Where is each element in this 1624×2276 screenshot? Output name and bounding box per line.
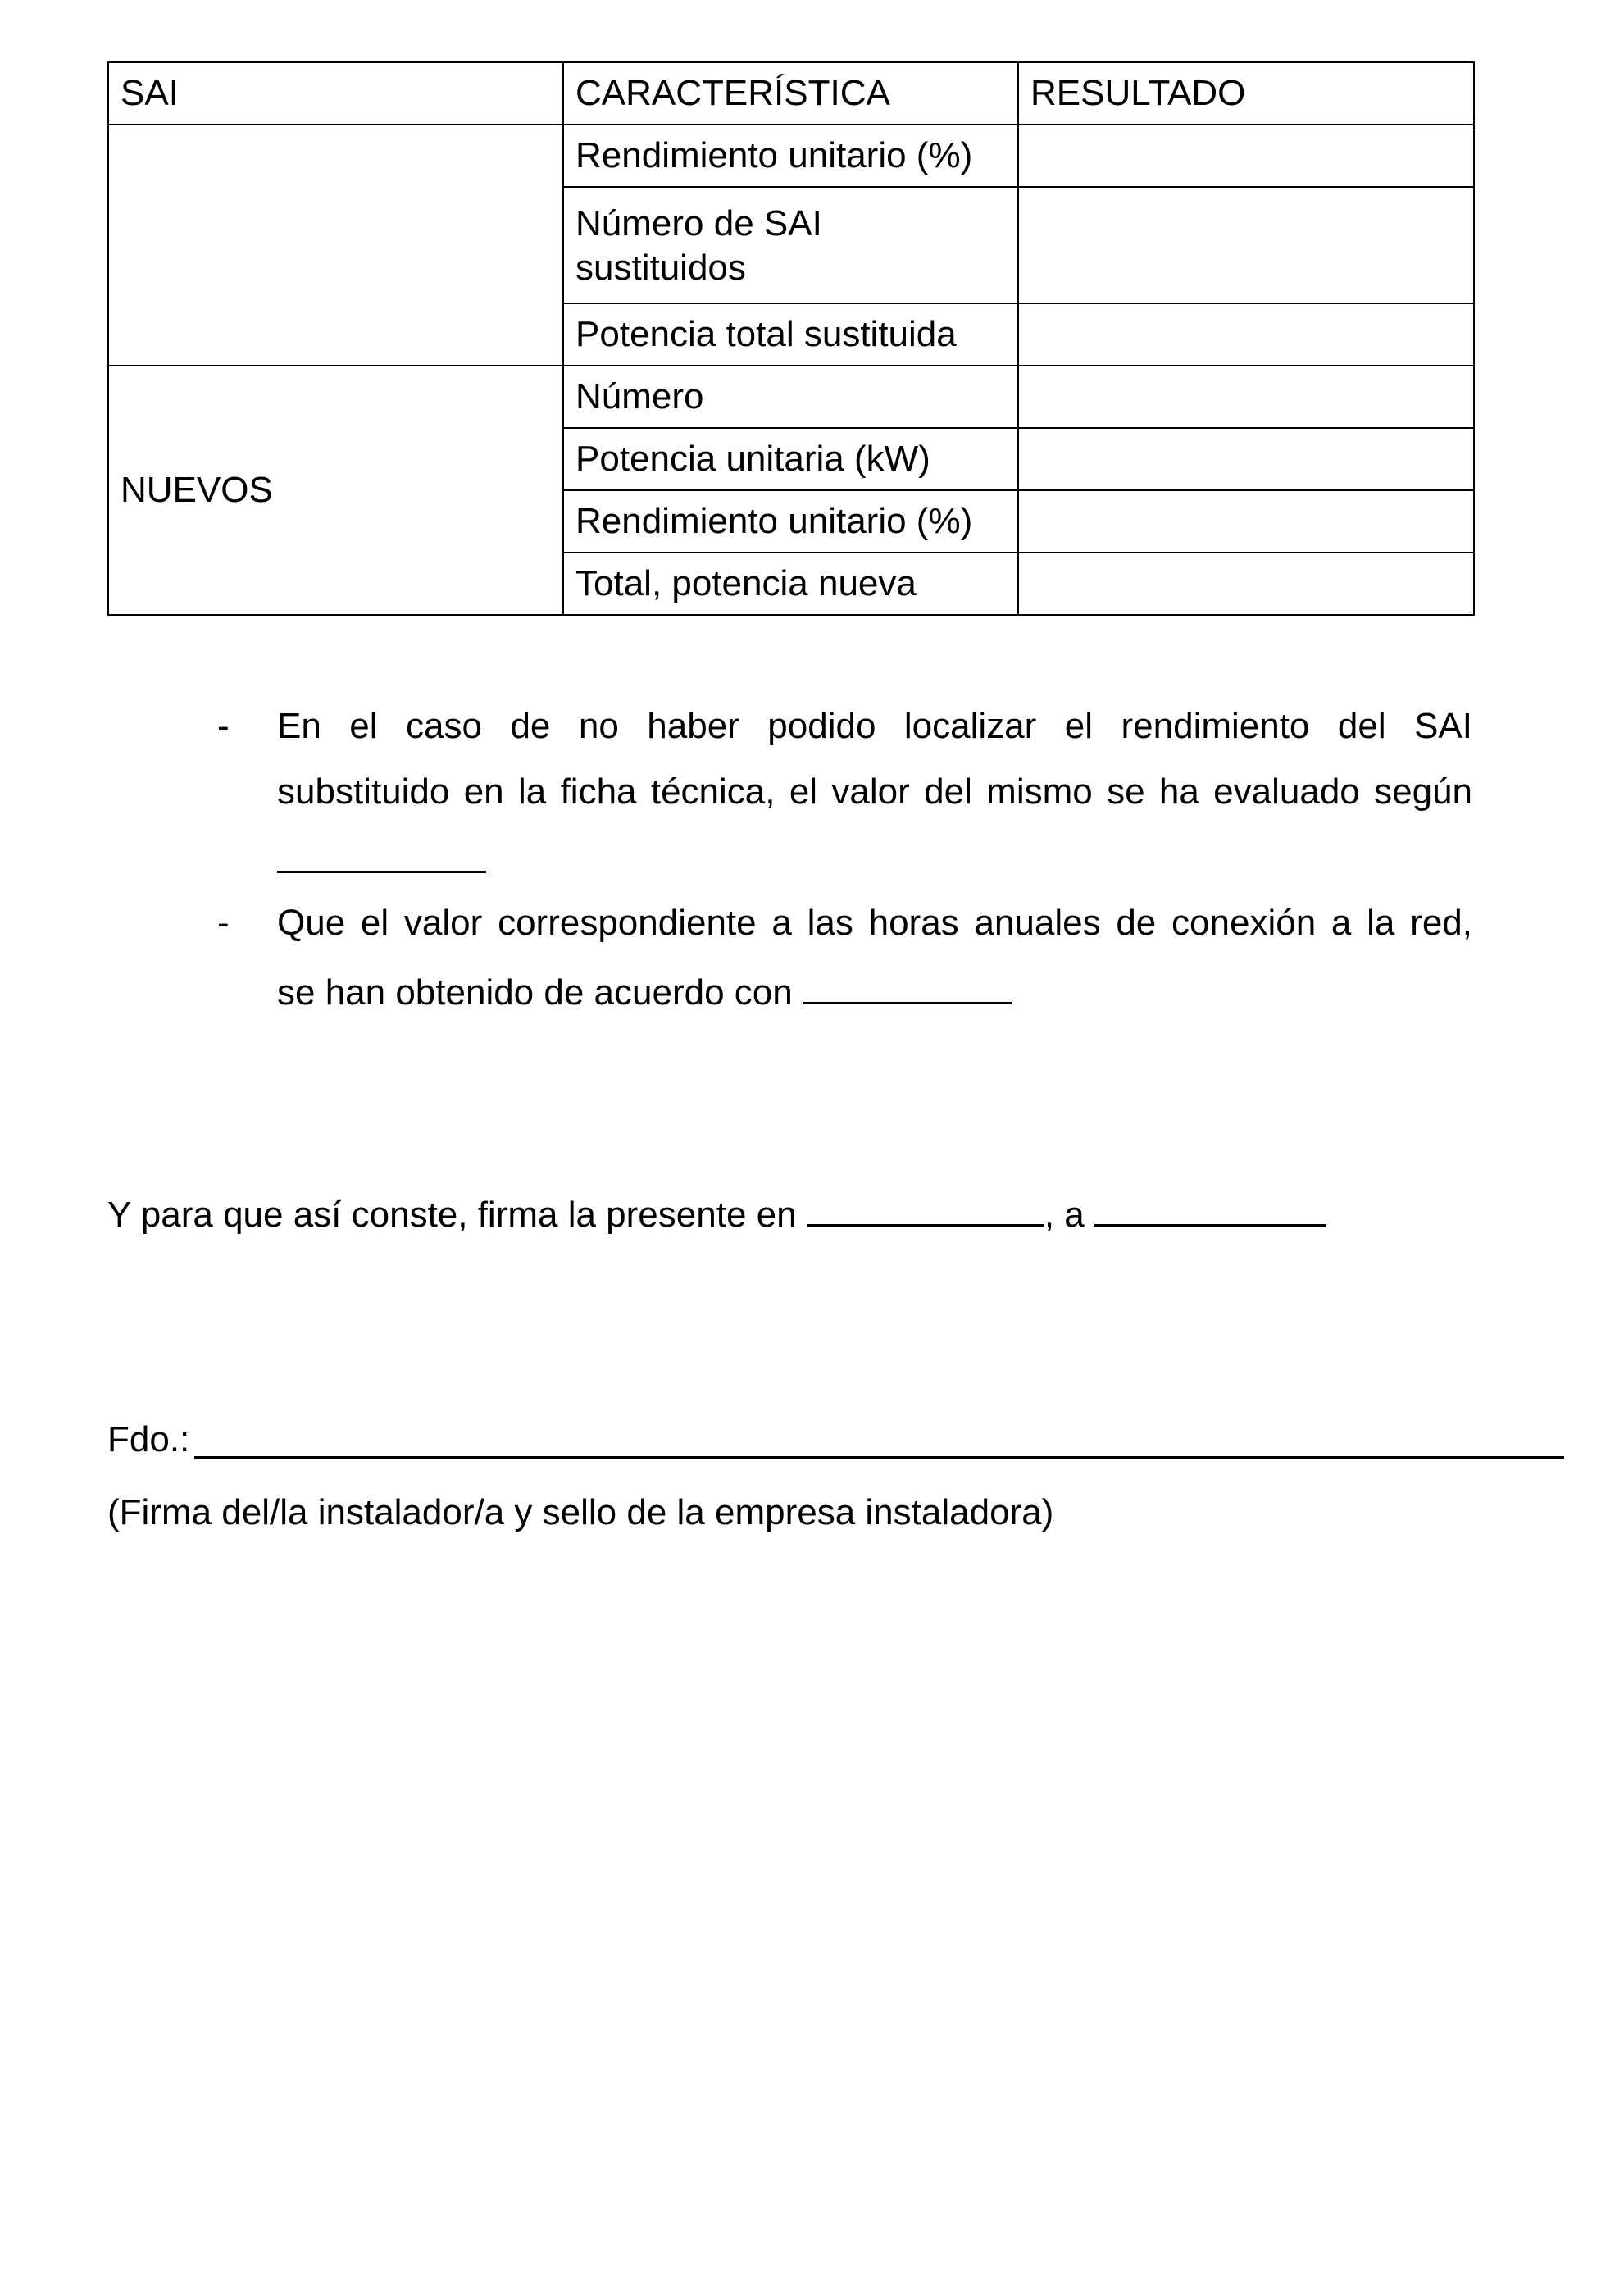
signature-label: Fdo.: bbox=[107, 1419, 190, 1459]
resultado-cell bbox=[1018, 125, 1474, 187]
closing-text: , a bbox=[1044, 1195, 1085, 1235]
resultado-cell bbox=[1018, 303, 1474, 366]
table-row bbox=[108, 366, 1474, 428]
sai-table bbox=[107, 61, 1475, 616]
caracteristica-cell: Número bbox=[563, 366, 1018, 428]
bullet-line-with-blank bbox=[277, 956, 1472, 1026]
bullet-line: En el caso de no haber podido localizar el rendimiento del SAI bbox=[277, 706, 1472, 746]
resultado-cell bbox=[1018, 553, 1474, 615]
resultado-cell bbox=[1018, 490, 1474, 553]
fill-in-blank[interactable] bbox=[277, 825, 486, 873]
caracteristica-cell: Potencia total sustituida bbox=[563, 303, 1018, 366]
group-label-nuevos: NUEVOS bbox=[108, 366, 563, 615]
bullet-text bbox=[277, 694, 1472, 894]
header-sai: SAI bbox=[108, 62, 563, 125]
signature-line[interactable] bbox=[194, 1456, 1564, 1459]
fill-in-blank[interactable] bbox=[803, 956, 1012, 1004]
bullet-dash: - bbox=[217, 706, 230, 746]
caracteristica-cell bbox=[563, 187, 1018, 303]
caracteristica-cell: Rendimiento unitario (%) bbox=[563, 125, 1018, 187]
signature-row bbox=[107, 1415, 1460, 1464]
group-label-substituted bbox=[108, 125, 563, 366]
bullet-line: substituido en la ficha técnica, el valor del mismo se ha evaluado según bbox=[277, 772, 1472, 812]
bullet-line: se han obtenido de acuerdo con bbox=[277, 972, 793, 1013]
resultado-cell bbox=[1018, 187, 1474, 303]
blank-line-row bbox=[277, 825, 1472, 894]
bullet-line: Que el valor correspondiente a las horas anuales de conexión a la red, bbox=[277, 903, 1472, 943]
resultado-cell bbox=[1018, 428, 1474, 490]
caracteristica-cell: Total, potencia nueva bbox=[563, 553, 1018, 615]
closing-statement bbox=[107, 1178, 1326, 1240]
resultado-cell bbox=[1018, 366, 1474, 428]
caracteristica-cell: Potencia unitaria (kW) bbox=[563, 428, 1018, 490]
place-blank[interactable] bbox=[807, 1178, 1044, 1227]
signature-note: (Firma del/la instalador/a y sello de la empresa instaladora) bbox=[107, 1492, 1054, 1532]
caracteristica-line: sustituidos bbox=[575, 248, 746, 288]
caracteristica-cell: Rendimiento unitario (%) bbox=[563, 490, 1018, 553]
header-caracteristica: CARACTERÍSTICA bbox=[563, 62, 1018, 125]
table-header-row bbox=[108, 62, 1474, 125]
date-blank[interactable] bbox=[1094, 1178, 1326, 1227]
caracteristica-line: Número de SAI bbox=[575, 203, 822, 244]
closing-text: Y para que así conste, firma la presente en bbox=[107, 1195, 797, 1235]
header-resultado: RESULTADO bbox=[1018, 62, 1474, 125]
bullet-text bbox=[277, 890, 1472, 1026]
table-row bbox=[108, 125, 1474, 187]
bullet-dash: - bbox=[217, 903, 230, 943]
